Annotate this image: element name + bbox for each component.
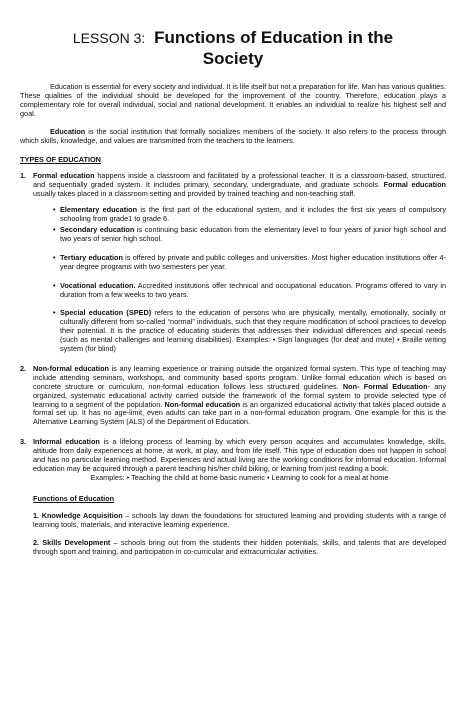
subtype-vocational — [53, 282, 446, 300]
vocational-text: Accredited institutions offer technical and occupational education. Programs offered to vary in duration from a few weeks to two years. — [60, 280, 447, 299]
informal-paragraph — [33, 438, 446, 474]
type-formal — [20, 172, 446, 354]
functions-heading: Functions of Education — [33, 493, 115, 503]
types-list — [20, 172, 446, 482]
bullet: • — [53, 308, 56, 318]
title-line-2: Society — [202, 49, 264, 68]
subtype-elementary — [53, 206, 446, 224]
education-definition: is the social institution that formally socializes members of the society. It also refers to the process through which skills, knowledge, and values are transmitted from the teachers to the learners. — [20, 126, 446, 145]
subtype-special — [53, 309, 446, 354]
formal-paragraph — [33, 172, 446, 199]
document-page — [0, 22, 474, 724]
type-nonformal — [20, 365, 446, 427]
elementary-term: Elementary education — [60, 205, 138, 215]
type-number: 2. — [20, 363, 27, 373]
nonformal-text-1: is any learning experience or training outside the organized formal system. This type of teaching may include attending seminars, workshops, and community based sports program. Unlike formal education which is based on concrete structure or curriculum, non-formal education follows less structured guidelines. — [33, 363, 446, 391]
bullet: • — [53, 280, 56, 290]
nonformal-term: Non-formal education — [33, 363, 109, 373]
nonformal-text-3: is an organized educational activity that takes placed outside a formal set up. It has no age-limit, even adults can take part in a non-formal education program. One example for this is the Alternative Learning System (ALS) of the Department of Education. — [33, 399, 446, 427]
types-heading: TYPES OF EDUCATION — [20, 155, 101, 165]
nonformal-text-2: - any organized, systematic educational activity carried outside the framework of the formal system to provide selected type of learning to a segment of the population. — [33, 381, 446, 409]
type-number: 3. — [20, 437, 27, 447]
secondary-term: Secondary education — [60, 224, 135, 234]
formal-text-1: happens inside a classroom and facilitated by a professional teacher. It is a classroom-based, structured, and sequentially graded system. It includes primary, secondary, undergraduate, and graduate schools. — [33, 171, 446, 190]
informal-text: is a lifelong process of learning by which every person acquires and accumulates knowledge, skills, attitude from daily experiences at home, at work, at play, and from life itself. This type of education does not happen in school and has no particular learning method. Experiences and actual living are the working conditions for informal education. Informal education may be acquired through a parent teaching his/her child biking, or learning from just reading a book. — [33, 437, 446, 473]
informal-examples: Examples: • Teaching the child at home basic numeric • Learning to cook for a meal at home — [90, 472, 389, 482]
bullet: • — [53, 252, 56, 262]
lesson-number: LESSON 3: — [72, 30, 146, 46]
intro-paragraph-2 — [20, 128, 446, 146]
nonformal-term-3: Non-formal education — [164, 399, 241, 409]
nonformal-paragraph — [33, 365, 446, 427]
vocational-term: Vocational education. — [60, 280, 136, 290]
subtype-tertiary — [53, 254, 446, 272]
secondary-text: is continuing basic education from the elementary level to four years of junior high school and two years of senior high school. — [60, 224, 446, 243]
knowledge-term: 1. Knowledge Acquisition — [33, 510, 123, 520]
nonformal-term-2: Non- Formal Education — [342, 381, 428, 391]
intro-paragraph-1: Education is essential for every society and individual. It is life itself but not a preparation for life. Man has various qualities. These qualities of the individual should be developed for the improvement of the country. Therefore, education plays a complementary role for overall individual, social and national development. It enables an individual to realize his highest self and goal. — [20, 82, 446, 118]
formal-text-2: usually takes placed in a classroom setting and provided by trained teaching and non-teaching staff. — [33, 189, 356, 199]
skills-text: – schools bring out from the students their hidden potentials, skills, and talents that are developed through sport and training, and participation in co-curricular and extracurricular activities. — [33, 537, 447, 556]
tertiary-term: Tertiary education — [60, 252, 123, 262]
elementary-text: is the first part of the educational system, and it includes the first six years of compulsory schooling from grade1 to grade 6. — [60, 205, 446, 224]
education-term: Education — [50, 126, 86, 136]
subtype-secondary — [53, 226, 446, 244]
bullet: • — [53, 224, 56, 234]
page-title — [20, 22, 446, 48]
bullet: • — [53, 205, 56, 215]
special-term: Special education (SPED) — [60, 308, 152, 318]
type-informal — [20, 438, 446, 483]
function-knowledge — [20, 512, 446, 530]
type-number: 1. — [20, 171, 27, 181]
function-skills — [20, 539, 446, 557]
informal-term: Informal education — [33, 437, 100, 447]
skills-term: 2. Skills Development — [33, 537, 111, 547]
formal-term: Formal education — [33, 171, 95, 181]
special-text: refers to the education of persons who are physically, mentally, emotionally, socially or culturally different from so-called “normal” individuals, such that they require modification of school practices to develop their potential. It is the practice of educating students that addresses their individual differences and special needs (such as mental challenges and learning disabilities). Examples: • Sign languages (for deaf and mute) • Braille writing system (for blind) — [60, 308, 446, 354]
tertiary-text: is offered by private and public colleges and universities. Most higher education institutions offer 4-year degree programs with two semesters per year. — [60, 252, 446, 271]
formal-term-2: Formal education — [383, 180, 446, 190]
formal-subtypes — [33, 206, 446, 354]
title-main: Functions of Education in the — [154, 28, 394, 47]
knowledge-text: – schools lay down the foundations for structured learning and providing students with a range of learning tools, materials, and interactive learning experience. — [33, 510, 446, 529]
